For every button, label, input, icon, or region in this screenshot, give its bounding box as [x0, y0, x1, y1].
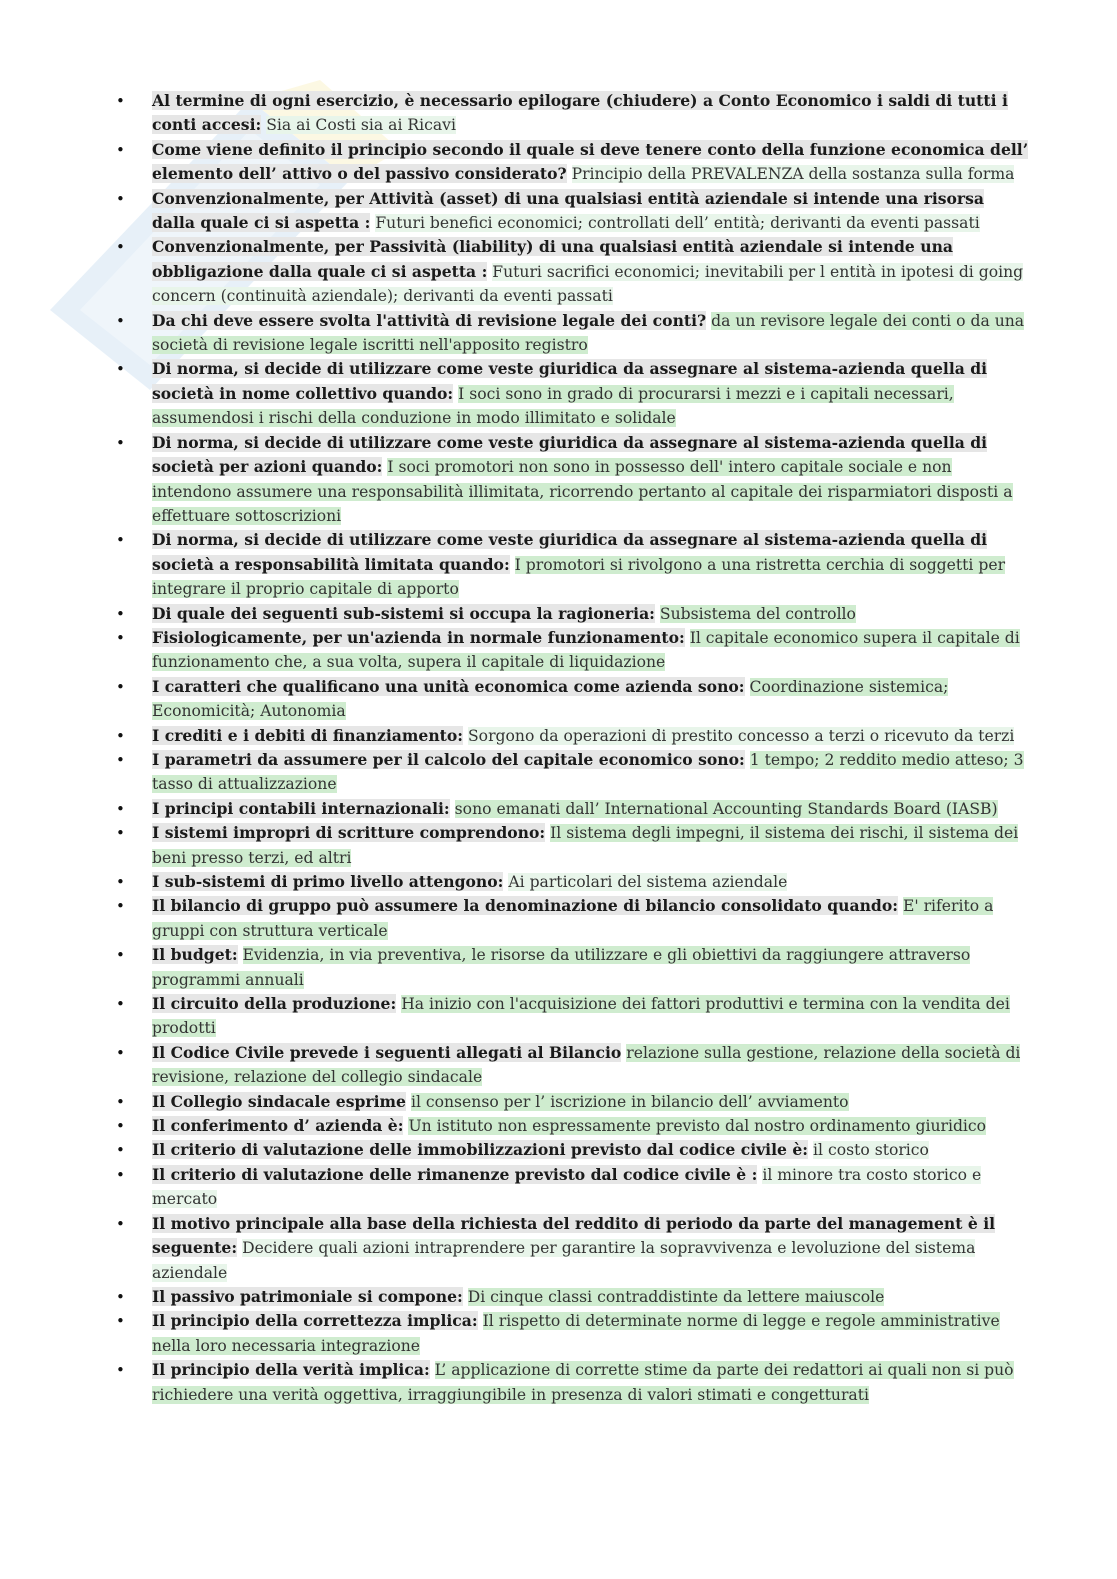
answer-text: Subsistema del controllo	[659, 604, 856, 623]
question-text: Il principio della correttezza implica:	[152, 1311, 478, 1331]
question-text: Il bilancio di gruppo può assumere la denominazione di bilancio consolidato quando:	[152, 896, 898, 916]
list-item	[112, 309, 1032, 358]
bullet-icon: •	[116, 604, 125, 623]
list-item	[112, 1309, 1032, 1358]
question-text: Di norma, si decide di utilizzare come veste giuridica da assegnare al sistema-azienda quella di società a responsabilità limitata quando:	[152, 530, 988, 574]
answer-text: Ai particolari del sistema aziendale	[508, 873, 788, 891]
answer-text: Decidere quali azioni intraprendere per garantire la sopravvivenza e levoluzione del sistema aziendale	[152, 1239, 976, 1282]
answer-text: I soci promotori non sono in possesso dell' intero capitale sociale e non intendono assumere una responsabilità illimitata, ricorrendo pertanto al capitale dei risparmiatori disposti a effettuare sottoscrizioni	[152, 458, 1013, 525]
list-item	[112, 821, 1032, 870]
answer-text: L’ applicazione di corrette stime da parte dei redattori ai quali non si può richiedere una verità oggettiva, irraggiungibile in presenza di valori stimati e congetturati	[152, 1361, 1014, 1404]
list-item	[112, 1285, 1032, 1309]
question-text: Al termine di ogni esercizio, è necessario epilogare (chiudere) a Conto Economico i saldi di tutti i conti accesi:	[152, 91, 1008, 135]
list-item	[112, 235, 1032, 308]
answer-text: Il rispetto di determinate norme di legge e regole amministrative nella loro necessaria integrazione	[152, 1312, 1000, 1355]
bullet-icon: •	[116, 1312, 125, 1331]
list-item	[112, 187, 1032, 236]
list-item	[112, 1138, 1032, 1162]
answer-text: E' riferito a gruppi con struttura verticale	[152, 897, 994, 940]
bullet-icon: •	[116, 311, 125, 330]
question-text: Fisiologicamente, per un'azienda in normale funzionamento:	[152, 627, 685, 647]
answer-text: Sorgono da operazioni di prestito concesso a terzi o ricevuto da terzi	[468, 726, 1015, 745]
answer-text: il minore tra costo storico e mercato	[152, 1165, 982, 1209]
question-text: Di quale dei seguenti sub-sistemi si occupa la ragioneria:	[152, 603, 655, 623]
answer-text: Un istituto non espressamente previsto dal nostro ordinamento giuridico	[408, 1117, 987, 1136]
question-text: Il principio della verità implica:	[152, 1360, 430, 1380]
answer-text: Il sistema degli impegni, il sistema dei rischi, il sistema dei beni presso terzi, ed altri	[152, 824, 1019, 867]
bullet-icon: •	[116, 726, 125, 745]
question-text: Come viene definito il principio secondo il quale si deve tenere conto della funzione economica dell’ elemento dell’ attivo o del passivo considerato?	[152, 139, 1029, 184]
question-text: Di norma, si decide di utilizzare come veste giuridica da assegnare al sistema-azienda quella di società in nome collettivo quando:	[152, 359, 988, 403]
question-text: Convenzionalmente, per Attività (asset) di una qualsiasi entità aziendale si intende una risorsa dalla quale ci si aspetta :	[152, 188, 985, 233]
list-item	[112, 894, 1032, 943]
question-text: I principi contabili internazionali:	[152, 798, 450, 818]
question-text: Il conferimento d’ azienda è:	[152, 1116, 404, 1136]
bullet-icon: •	[116, 750, 125, 769]
list-item	[112, 138, 1032, 187]
answer-text: da un revisore legale dei conti o da una società di revisione legale iscritti nell'apposito registro	[152, 311, 1025, 355]
bullet-icon: •	[116, 628, 125, 647]
list-item	[112, 870, 1032, 894]
question-text: Il passivo patrimoniale si compone:	[152, 1286, 463, 1306]
question-text: Convenzionalmente, per Passività (liability) di una qualsiasi entità aziendale si intende una obbligazione dalla quale ci si aspetta :	[152, 237, 954, 281]
list-item	[112, 1114, 1032, 1138]
question-text: I parametri da assumere per il calcolo del capitale economico sono:	[152, 749, 745, 769]
bullet-icon: •	[116, 946, 125, 965]
question-text: Il Collegio sindacale esprime	[152, 1091, 406, 1111]
list-item	[112, 943, 1032, 992]
answer-text: Coordinazione sistemica; Economicità; Autonomia	[152, 677, 949, 721]
bullet-icon: •	[116, 1287, 125, 1306]
answer-text: il costo storico	[813, 1141, 929, 1160]
list-item	[112, 1212, 1032, 1285]
answer-text: Ha inizio con l'acquisizione dei fattori produttivi e termina con la vendita dei prodotti	[152, 995, 1010, 1038]
question-text: Il Codice Civile prevede i seguenti allegati al Bilancio	[152, 1042, 622, 1062]
question-text: Il criterio di valutazione delle immobilizzazioni previsto dal codice civile è:	[152, 1140, 809, 1160]
list-item	[112, 1090, 1032, 1114]
question-text: Il circuito della produzione:	[152, 994, 397, 1014]
bullet-icon: •	[116, 1165, 125, 1184]
question-text: I crediti e i debiti di finanziamento:	[152, 725, 464, 745]
bullet-icon: •	[116, 995, 125, 1014]
question-text: Il budget:	[152, 945, 238, 965]
bullet-icon: •	[116, 1092, 125, 1111]
question-answer-list	[112, 89, 1032, 1407]
list-item	[112, 89, 1032, 138]
question-text: Il criterio di valutazione delle rimanenze previsto dal codice civile è :	[152, 1164, 758, 1184]
answer-text: I promotori si rivolgono a una ristretta cerchia di soggetti per integrare il proprio capitale di apporto	[152, 555, 1006, 599]
answer-text: relazione sulla gestione, relazione della società di revisione, relazione del collegio sindacale	[152, 1043, 1021, 1087]
answer-text: sono emanati dall’ International Accounting Standards Board (IASB)	[454, 799, 998, 818]
answer-text: Evidenzia, in via preventiva, le risorse da utilizzare e gli obiettivi da raggiungere attraverso programmi annuali	[152, 946, 971, 989]
question-text: I caratteri che qualificano una unità economica come azienda sono:	[152, 676, 745, 696]
list-item	[112, 797, 1032, 821]
bullet-icon: •	[116, 140, 125, 159]
list-item	[112, 626, 1032, 675]
question-text: Di norma, si decide di utilizzare come veste giuridica da assegnare al sistema-azienda quella di società per azioni quando:	[152, 432, 988, 477]
question-text: Il motivo principale alla base della richiesta del reddito di periodo da parte del management è il seguente:	[152, 1213, 996, 1258]
bullet-icon: •	[116, 189, 125, 208]
answer-text: Il capitale economico supera il capitale di funzionamento che, a sua volta, supera il capitale di liquidazione	[152, 628, 1020, 672]
list-item	[112, 724, 1032, 748]
question-text: I sistemi impropri di scritture comprendono:	[152, 823, 546, 843]
bullet-icon: •	[116, 433, 125, 452]
bullet-icon: •	[116, 1043, 125, 1062]
answer-text: il consenso per l’ iscrizione in bilancio dell’ avviamento	[410, 1092, 849, 1111]
bullet-icon: •	[116, 677, 125, 696]
bullet-icon: •	[116, 92, 125, 110]
bullet-icon: •	[116, 1141, 125, 1160]
bullet-icon: •	[116, 531, 125, 550]
answer-text: Principio della PREVALENZA della sostanza sulla forma	[571, 165, 1015, 184]
list-item	[112, 357, 1032, 430]
answer-text: 1 tempo; 2 reddito medio atteso; 3 tasso di attualizzazione	[152, 750, 1024, 794]
list-item	[112, 748, 1032, 797]
bullet-icon: •	[116, 799, 125, 818]
list-item	[112, 431, 1032, 529]
answer-text: Di cinque classi contraddistinte da lettere maiuscole	[467, 1287, 885, 1306]
answer-text: Futuri sacrifici economici; inevitabili per l entità in ipotesi di going concern (continuità aziendale); derivanti da eventi passati	[152, 262, 1024, 306]
list-item	[112, 528, 1032, 601]
bullet-icon: •	[116, 360, 125, 379]
bullet-icon: •	[116, 1117, 125, 1136]
bullet-icon: •	[116, 238, 125, 257]
answer-text: Sia ai Costi sia ai Ricavi	[266, 116, 456, 135]
question-text: I sub-sistemi di primo livello attengono:	[152, 872, 504, 891]
answer-text: I soci sono in grado di procurarsi i mezzi e i capitali necessari, assumendosi i rischi della conduzione in modo illimitato e solidale	[152, 384, 954, 428]
list-item	[112, 992, 1032, 1041]
bullet-icon: •	[116, 1361, 125, 1380]
question-text: Da chi deve essere svolta l'attività di revisione legale dei conti?	[152, 310, 707, 330]
list-item	[112, 675, 1032, 724]
list-item	[112, 1041, 1032, 1090]
bullet-icon: •	[116, 1214, 125, 1233]
bullet-icon: •	[116, 824, 125, 843]
bullet-icon: •	[116, 897, 125, 916]
list-item	[112, 1163, 1032, 1212]
list-item	[112, 602, 1032, 626]
bullet-icon: •	[116, 873, 125, 891]
list-item	[112, 1358, 1032, 1407]
answer-text: Futuri benefici economici; controllati dell’ entità; derivanti da eventi passati	[375, 214, 980, 233]
